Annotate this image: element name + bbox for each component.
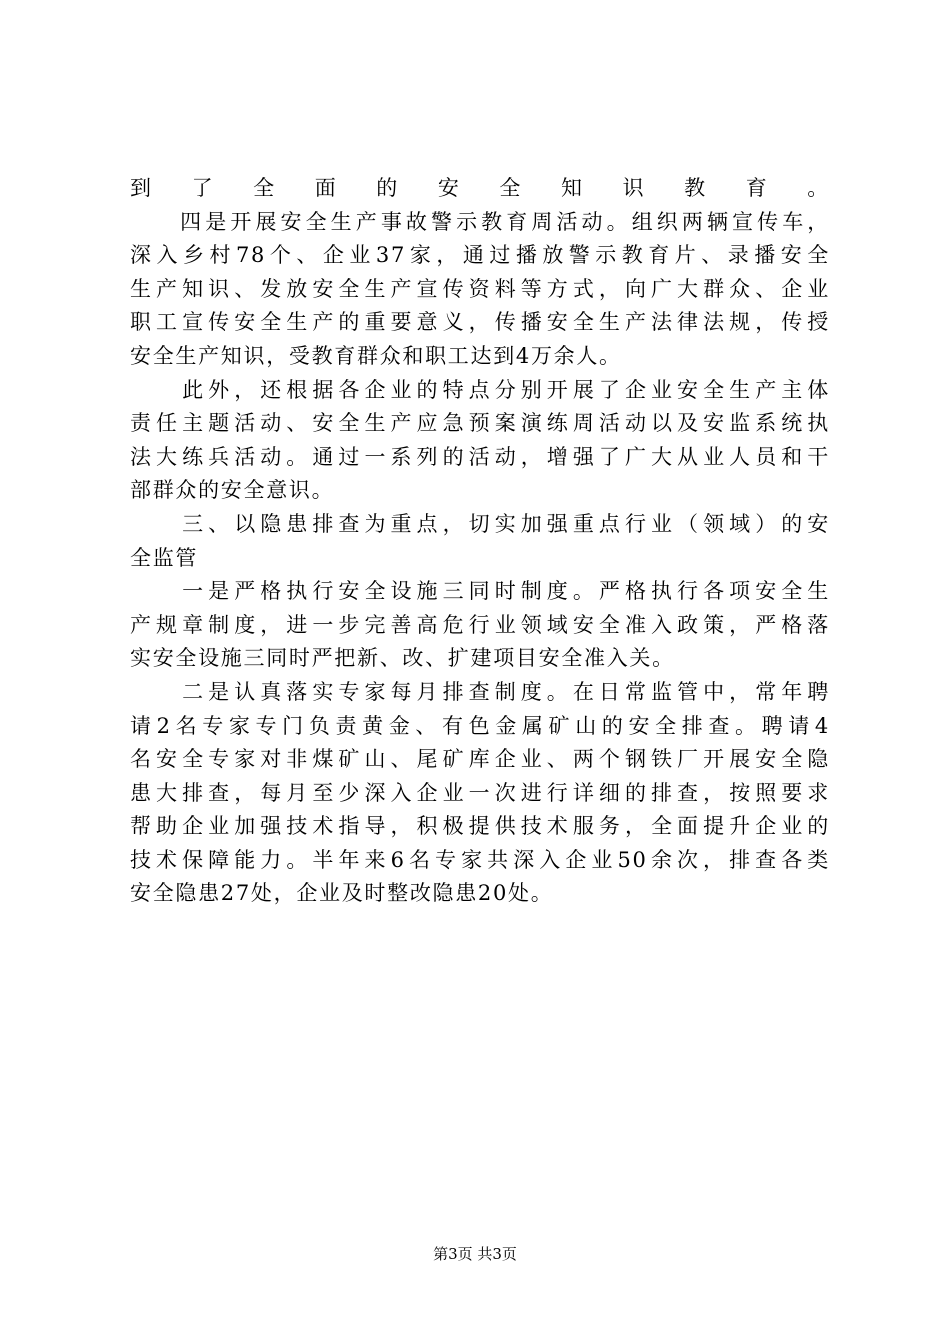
text-line: 到了全面的安全知识教育。: [130, 176, 830, 200]
text-line: 深入乡村78个、企业37家，通过播放警示教育片、录播安全: [130, 243, 830, 268]
text-line: 生产知识、发放安全生产宣传资料等方式，向广大群众、企业: [130, 276, 830, 301]
section-heading-line: 全监管: [130, 545, 199, 570]
text-line: 安全生产知识，受教育群众和职工达到4万余人。: [130, 343, 622, 368]
text-line: 名安全专家对非煤矿山、尾矿库企业、两个钢铁厂开展安全隐: [130, 747, 830, 772]
page-footer: [0, 1244, 950, 1264]
text-line: 技术保障能力。半年来6名专家共深入企业50余次，排查各类: [130, 847, 830, 872]
text-line: 帮助企业加强技术指导，积极提供技术服务，全面提升企业的: [130, 814, 830, 839]
page-number: 第3页 共3页: [433, 1245, 517, 1263]
text-line: 此外，还根据各企业的特点分别开展了企业安全生产主体: [130, 377, 830, 402]
text-line: 职工宣传安全生产的重要意义，传播安全生产法律法规，传授: [130, 310, 830, 335]
text-line: 一是严格执行安全设施三同时制度。严格执行各项安全生: [130, 579, 830, 604]
text-line: 产规章制度，进一步完善高危行业领域安全准入政策，严格落: [130, 612, 830, 637]
text-line: 安全隐患27处，企业及时整改隐患20处。: [130, 881, 554, 906]
text-line: 患大排查，每月至少深入企业一次进行详细的排查，按照要求: [130, 780, 830, 805]
text-line: 实安全设施三同时严把新、改、扩建项目安全准入关。: [130, 646, 675, 671]
text-line: 责任主题活动、安全生产应急预案演练周活动以及安监系统执: [130, 411, 830, 436]
text-line: 请2名专家专门负责黄金、有色金属矿山的安全排查。聘请4: [130, 713, 830, 738]
text-line: 四是开展安全生产事故警示教育周活动。组织两辆宣传车，: [130, 209, 830, 234]
body-text: [130, 172, 830, 911]
section-heading-line: 三、以隐患排查为重点，切实加强重点行业（领域）的安: [130, 511, 830, 536]
text-line: 二是认真落实专家每月排查制度。在日常监管中，常年聘: [130, 679, 830, 704]
text-line: 法大练兵活动。通过一系列的活动，增强了广大从业人员和干: [130, 444, 830, 469]
text-line: 部群众的安全意识。: [130, 478, 335, 503]
